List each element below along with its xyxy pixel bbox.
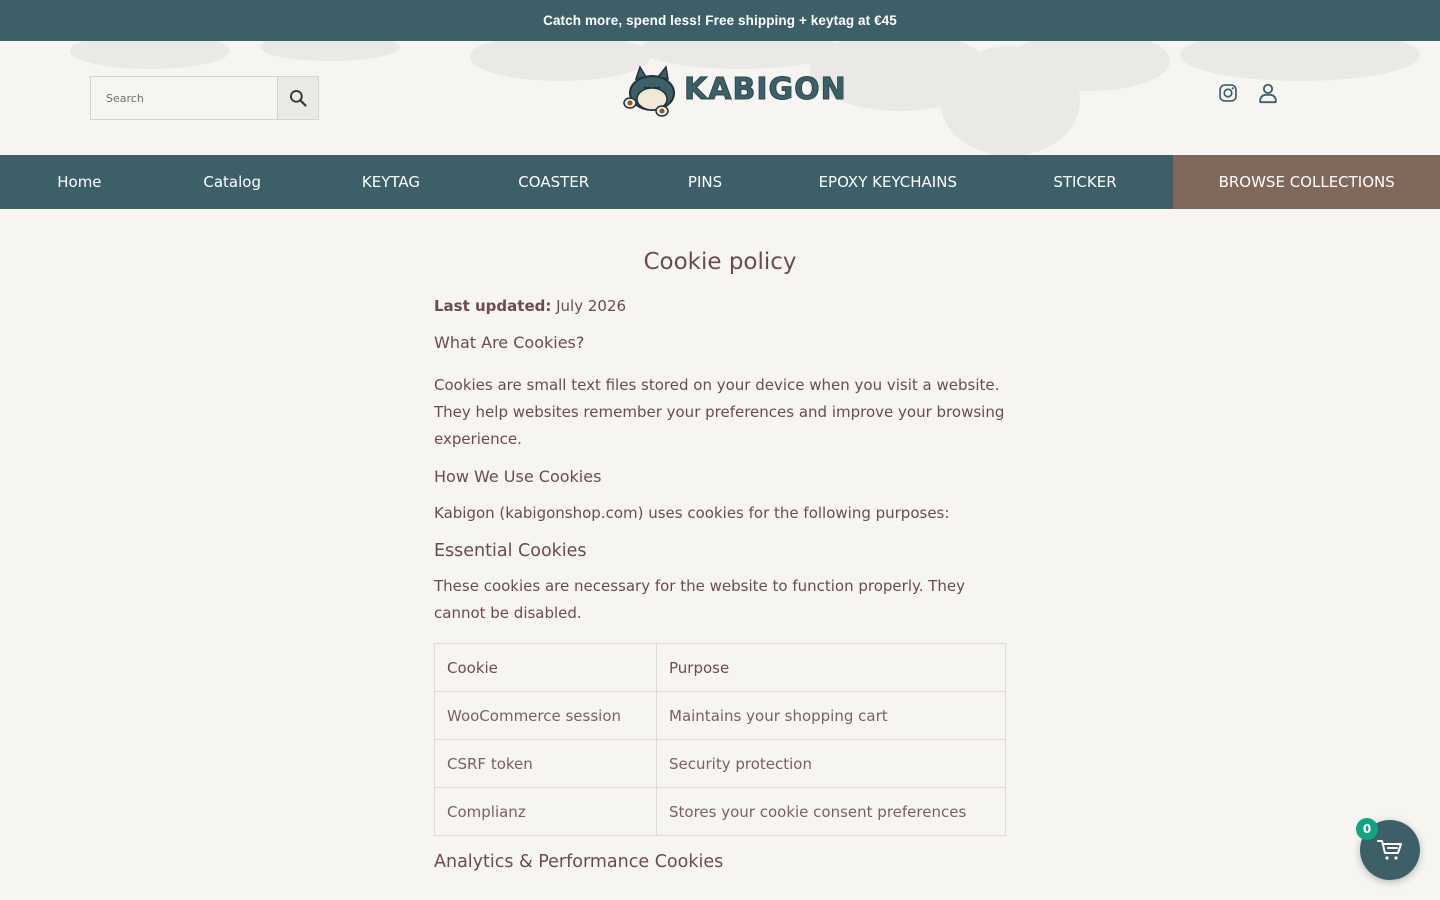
section-text: Kabigon (kabigonshop.com) uses cookies for the following purposes:	[434, 504, 950, 522]
search-input[interactable]	[90, 76, 277, 120]
table-cell: Security protection	[657, 740, 1006, 788]
section-heading: How We Use Cookies	[434, 467, 602, 486]
section-heading: Analytics & Performance Cookies	[434, 852, 724, 872]
last-updated-value: July 2026	[551, 297, 627, 315]
nav-label: COASTER	[518, 173, 590, 191]
nav-catalog[interactable]	[159, 155, 306, 209]
search-button[interactable]	[277, 76, 319, 120]
cart-count-badge: 0	[1356, 818, 1378, 840]
last-updated	[434, 297, 1006, 315]
nav-label: Catalog	[203, 173, 261, 191]
table-header-row	[435, 644, 1006, 692]
snorlax-mascot-icon	[622, 59, 688, 119]
nav-label: STICKER	[1053, 173, 1117, 191]
site-logo[interactable]	[622, 59, 847, 119]
announcement-bar	[0, 0, 1440, 41]
user-icon	[1257, 82, 1279, 104]
nav-sticker[interactable]	[997, 155, 1174, 209]
nav-label: PINS	[687, 173, 723, 191]
section-text: Cookies are small text files stored on your device when you visit a website. They help websites remember your preferences and improve your browsing experience.	[434, 376, 1005, 448]
table-header: Cookie	[435, 644, 657, 692]
floating-cart-button[interactable]	[1360, 820, 1420, 880]
table-cell: CSRF token	[435, 740, 657, 788]
cookie-table	[434, 643, 1006, 836]
section-heading: What Are Cookies?	[434, 333, 585, 352]
policy-content	[434, 209, 1006, 872]
table-cell: WooCommerce session	[435, 692, 657, 740]
nav-pins[interactable]	[631, 155, 779, 209]
section-heading: Essential Cookies	[434, 541, 587, 561]
table-cell: Complianz	[435, 788, 657, 836]
announcement-text: Catch more, spend less! Free shipping + keytag at €45	[543, 13, 897, 28]
section-text: These cookies are necessary for the website to function properly. They cannot be disabled.	[434, 577, 966, 622]
cart-icon	[1377, 839, 1403, 861]
nav-epoxy-keychains[interactable]	[779, 155, 997, 209]
table-row	[435, 692, 1006, 740]
search-icon	[288, 88, 308, 108]
page-title: Cookie policy	[643, 249, 797, 275]
table-row	[435, 740, 1006, 788]
nav-keytag[interactable]	[306, 155, 477, 209]
browse-collections-button[interactable]	[1173, 155, 1440, 209]
search-form	[90, 76, 319, 120]
table-row	[435, 788, 1006, 836]
nav-label: EPOXY KEYCHAINS	[818, 173, 957, 191]
table-cell: Stores your cookie consent preferences	[657, 788, 1006, 836]
header-icons	[1216, 81, 1280, 105]
instagram-icon	[1218, 83, 1238, 103]
nav-label: BROWSE COLLECTIONS	[1218, 173, 1395, 191]
account-link[interactable]	[1256, 81, 1280, 105]
nav-label: KEYTAG	[361, 173, 421, 191]
instagram-link[interactable]	[1216, 81, 1240, 105]
last-updated-label: Last updated:	[434, 297, 552, 315]
table-header: Purpose	[657, 644, 1006, 692]
nav-home[interactable]	[0, 155, 159, 209]
nav-coaster[interactable]	[476, 155, 631, 209]
logo-text: KABIGON	[684, 71, 847, 107]
main-nav	[0, 155, 1440, 209]
nav-label: Home	[57, 173, 102, 191]
table-cell: Maintains your shopping cart	[657, 692, 1006, 740]
site-header	[0, 41, 1440, 155]
